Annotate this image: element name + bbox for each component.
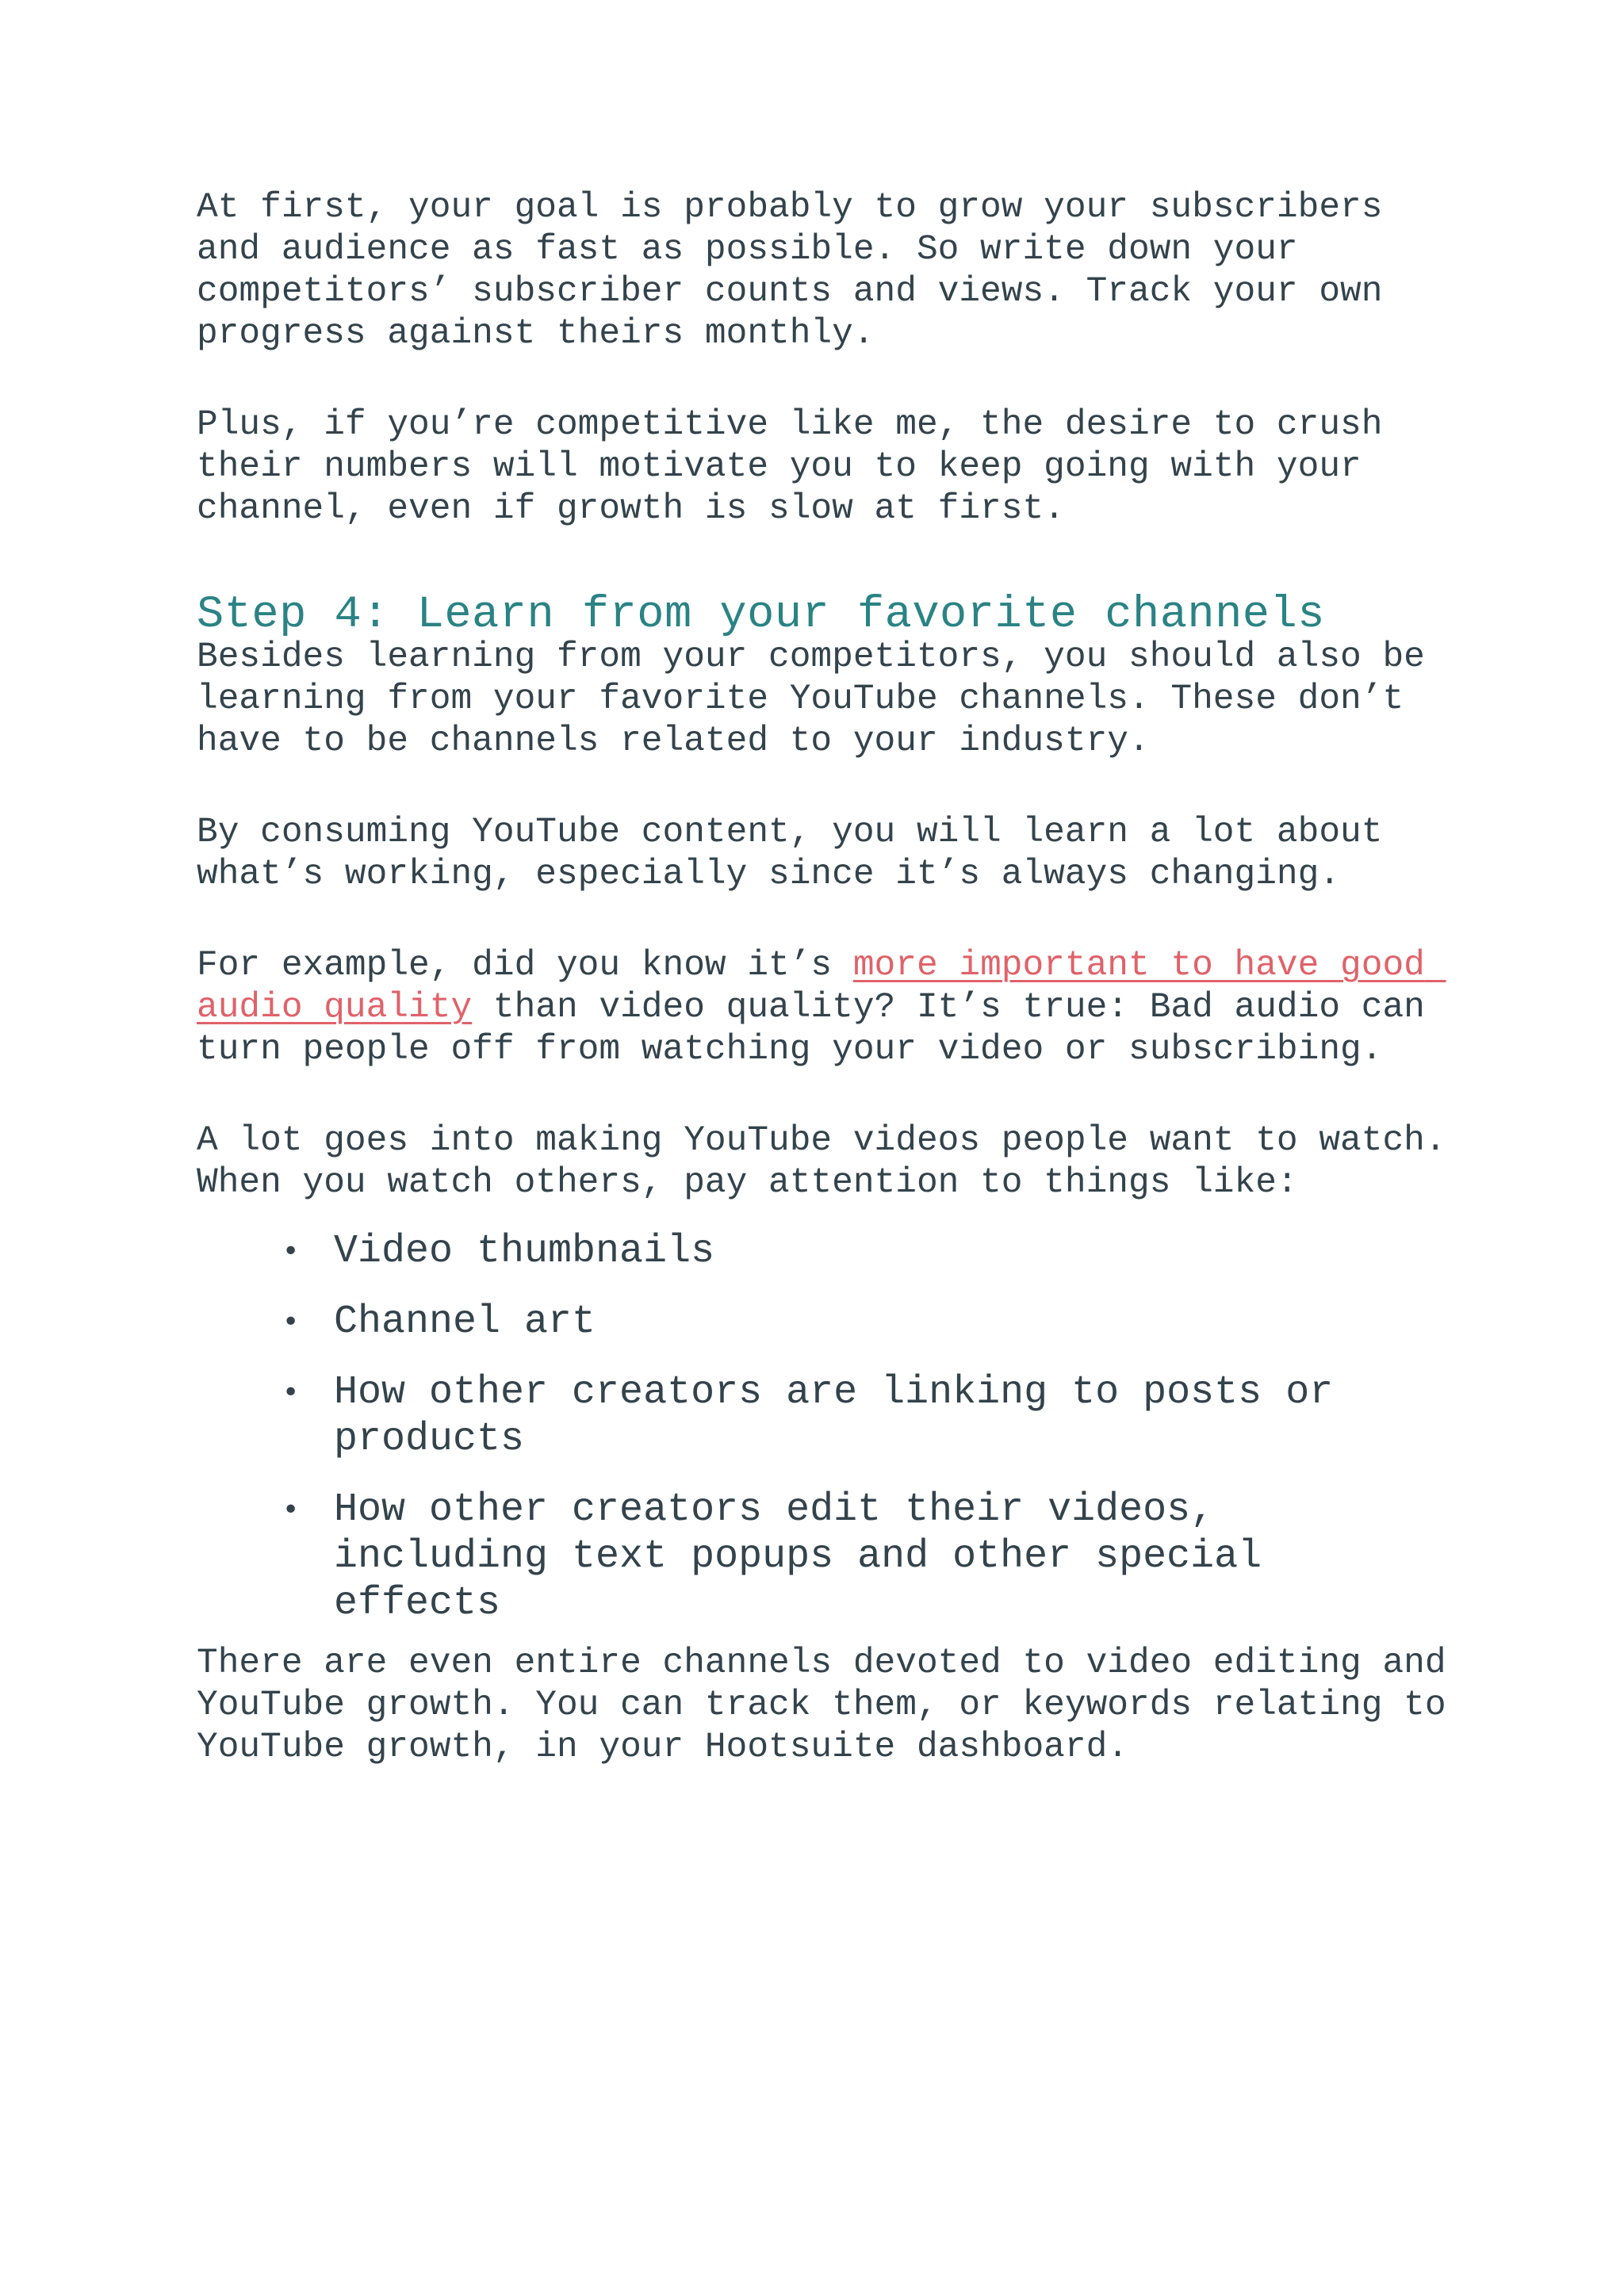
bullet-icon: • (282, 1235, 300, 1268)
bullet-icon: • (282, 1494, 300, 1526)
paragraph-audio-quality (197, 945, 1450, 1071)
audio-text-after: than video quality? It’s true: Bad audio can turn people off from watching your video or subscribing. (197, 988, 1446, 1070)
paragraph-competitive-motivation: Plus, if you’re competitive like me, the desire to crush their numbers will motivate you to keep going with your channel, even if growth is slow at first. (197, 405, 1404, 529)
list-item-text: Video thumbnails (334, 1229, 715, 1274)
things-to-watch-list (197, 1228, 1450, 1627)
bullet-icon: • (282, 1376, 300, 1409)
paragraph-pay-attention: A lot goes into making YouTube videos people want to watch. When you watch others, pay attention to things like: (197, 1121, 1468, 1203)
paragraph-favorite-channels: Besides learning from your competitors, you should also be learning from your favorite YouTube channels. These don’t have to be channels related to your industry. (197, 637, 1446, 761)
list-item (197, 1228, 1444, 1275)
section-heading-step-4: Step 4: Learn from your favorite channels (197, 590, 1325, 641)
audio-text-before: For example, did you know it’s (197, 946, 853, 985)
list-item-text: How other creators are linking to posts or products (334, 1370, 1334, 1462)
paragraph-competitor-tracking: At first, your goal is probably to grow your subscribers and audience as fast as possible. So write down your competitors’ subscriber counts and views. Track your own progress against theirs monthly. (197, 188, 1404, 354)
document-page (197, 187, 1468, 1769)
list-item-text: How other creators edit their videos, including text popups and other special effects (334, 1487, 1262, 1626)
bullet-icon: • (282, 1306, 300, 1338)
paragraph-editing-channels: There are even entire channels devoted to video editing and YouTube growth. You can track them, or keywords relating to YouTube growth, in your Hootsuite dashboard. (197, 1644, 1468, 1767)
list-item (197, 1487, 1444, 1627)
list-item (197, 1299, 1444, 1345)
list-item-text: Channel art (334, 1299, 596, 1345)
paragraph-consuming-content: By consuming YouTube content, you will learn a lot about what’s working, especially since it’s always changing. (197, 813, 1404, 894)
list-item (197, 1369, 1444, 1463)
audio-quality-link[interactable]: more important to have good audio quality (197, 946, 1446, 1027)
